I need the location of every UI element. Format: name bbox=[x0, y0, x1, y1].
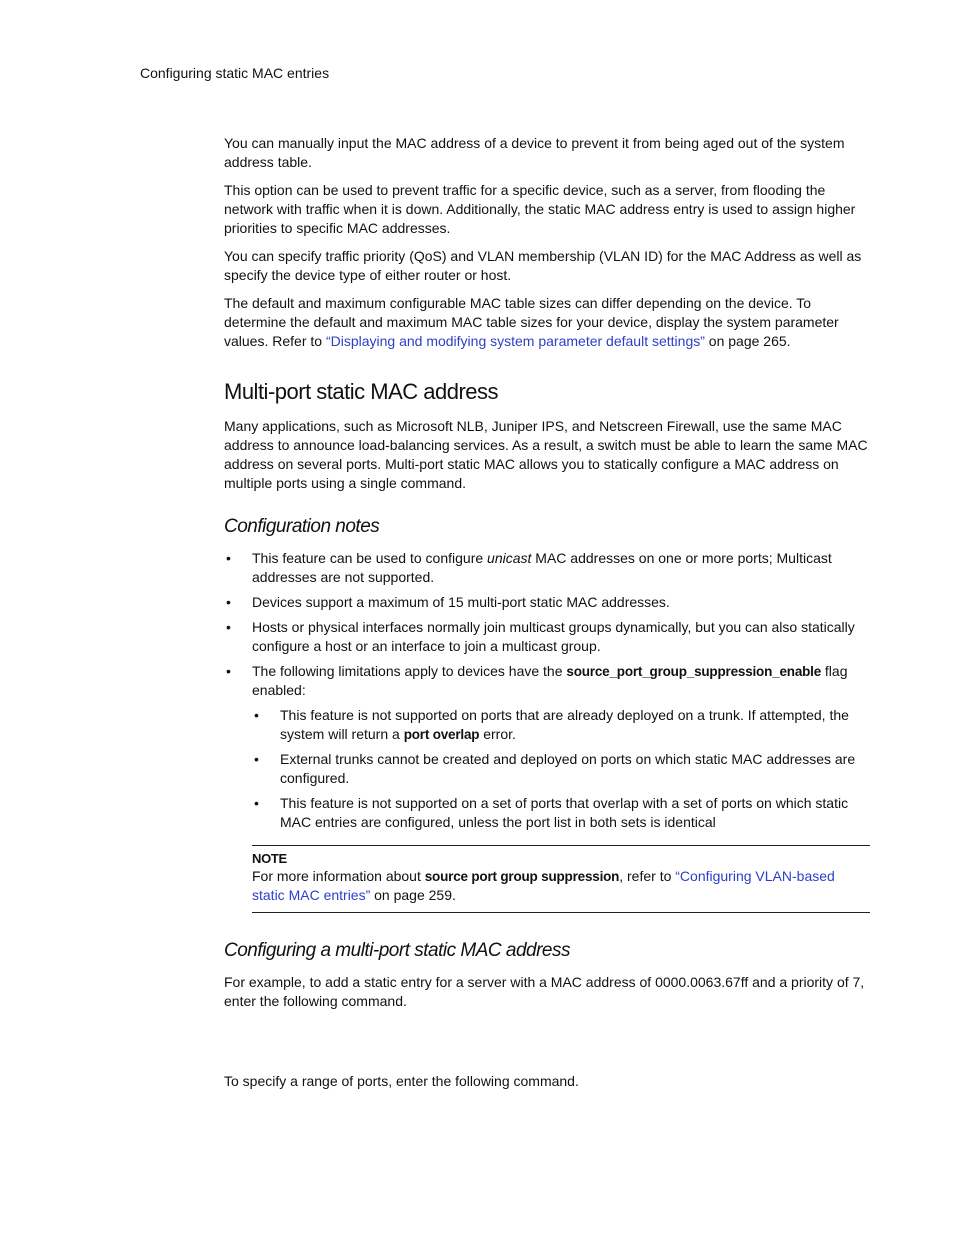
bullet-text: MAC addresses on one or more ports; Multicast addresses are not supported. bbox=[252, 550, 832, 585]
list-item bbox=[252, 706, 870, 744]
list-item: • Hosts or physical interfaces normally join multicast groups dynamically, but you can also statically configure a host or an interface to join a multicast group. bbox=[224, 618, 870, 656]
command-port-overlap: port overlap bbox=[403, 727, 480, 742]
note-label: NOTE bbox=[252, 851, 287, 866]
bullet-text: flag enabled: bbox=[252, 663, 848, 698]
configuring-paragraph-1: For example, to add a static entry for a server with a MAC address of 0000.0063.67ff and a priority of 7, enter the following command. bbox=[224, 974, 865, 1009]
bullet-text: error. bbox=[479, 726, 516, 742]
intro-p4-text: The default and maximum configurable MAC table sizes can differ depending on the device. To determine the default and maximum MAC table sizes for your device, display the system parameter values. Refer to bbox=[224, 295, 839, 349]
multiport-body: Many applications, such as Microsoft NLB, Juniper IPS, and Netscreen Firewall, use the same MAC address to announce load-balancing services. As a result, a switch must be able to learn the same MAC address on several ports. Multi-port static MAC allows you to statically configure a MAC address on multiple ports using a single command. bbox=[224, 418, 868, 491]
intro-paragraph-4 bbox=[224, 294, 870, 351]
command-example-gap bbox=[224, 1020, 870, 1072]
bullet-text: This feature is not supported on ports that are already deployed on a trunk. If attempted, the system will return a bbox=[280, 707, 849, 742]
note-page-ref: on page 259. bbox=[370, 887, 456, 903]
emphasis-unicast: unicast bbox=[487, 550, 532, 566]
list-item: • This feature is not supported on a set of ports that overlap with a set of ports on which static MAC entries are configured, unless the port list in both sets is identical bbox=[252, 794, 870, 832]
bullet-text: The following limitations apply to devices have the bbox=[252, 663, 567, 679]
note-text-part: , refer to bbox=[619, 868, 676, 884]
bullet-text: This feature can be used to configure bbox=[252, 550, 488, 566]
vlan-static-mac-link[interactable]: “Configuring VLAN-based static MAC entries” bbox=[252, 868, 835, 903]
configuring-paragraph-2: To specify a range of ports, enter the following command. bbox=[224, 1073, 579, 1089]
note-text-part: For more information about bbox=[252, 868, 425, 884]
list-item bbox=[224, 549, 870, 587]
config-notes-heading: Configuration notes bbox=[224, 516, 380, 537]
list-item: • External trunks cannot be created and deployed on ports on which static MAC addresses are configured. bbox=[252, 750, 870, 788]
intro-p4-page-ref: on page 265. bbox=[704, 333, 791, 349]
running-header: Configuring static MAC entries bbox=[140, 65, 330, 81]
config-notes-list bbox=[224, 549, 870, 832]
command-source-port-group: source port group suppression bbox=[424, 869, 620, 884]
command-flag: source_port_group_suppression_enable bbox=[566, 664, 822, 679]
intro-paragraph-1: You can manually input the MAC address of a device to prevent it from being aged out of the system address table. bbox=[224, 135, 845, 170]
page-content bbox=[224, 134, 870, 1100]
intro-paragraph-2: This option can be used to prevent traffic for a specific device, such as a server, from flooding the network with traffic when it is down. Additionally, the static MAC address entry is used to assign higher priorities to specific MAC addresses. bbox=[224, 182, 856, 236]
limitations-sublist bbox=[252, 706, 870, 832]
multiport-heading: Multi-port static MAC address bbox=[224, 379, 499, 404]
system-parameter-link[interactable]: “Displaying and modifying system parameter default settings” bbox=[325, 333, 705, 349]
note-box bbox=[252, 845, 870, 913]
list-item: • Devices support a maximum of 15 multi-port static MAC addresses. bbox=[224, 593, 870, 612]
configuring-heading: Configuring a multi-port static MAC address bbox=[224, 940, 570, 961]
list-item bbox=[224, 662, 870, 832]
intro-paragraph-3: You can specify traffic priority (QoS) and VLAN membership (VLAN ID) for the MAC Address as well as specify the device type of either router or host. bbox=[224, 248, 862, 283]
note-text bbox=[252, 867, 870, 905]
